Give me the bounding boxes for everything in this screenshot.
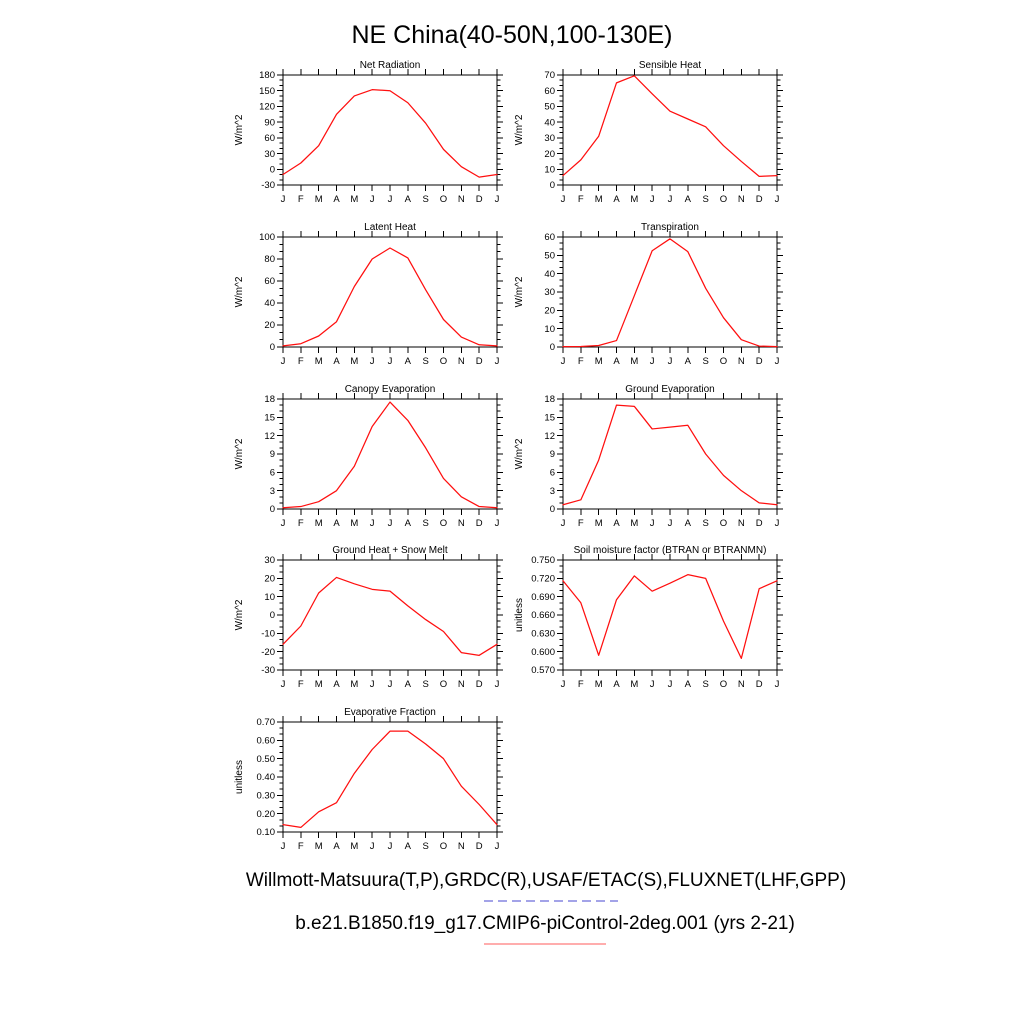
x-tick-label: J (280, 194, 286, 205)
x-tick-label: M (630, 517, 639, 529)
y-tick-label: 0 (269, 342, 275, 354)
x-tick-label: S (702, 679, 709, 690)
y-tick-label: 6 (549, 467, 555, 479)
x-tick-label: A (333, 841, 340, 852)
x-tick-label: J (560, 517, 566, 529)
y-tick-label: 0.40 (256, 772, 275, 784)
x-tick-label: M (350, 679, 359, 690)
x-tick-label: M (314, 679, 323, 690)
x-tick-label: J (280, 841, 286, 852)
y-tick-label: -20 (261, 646, 275, 658)
x-tick-label: S (702, 517, 709, 529)
x-tick-label: D (755, 356, 763, 367)
y-tick-label: 10 (544, 323, 555, 335)
y-tick-label: 60 (544, 232, 555, 244)
x-tick-label: J (667, 517, 673, 529)
y-tick-label: 70 (544, 70, 555, 82)
y-tick-label: -30 (261, 665, 275, 677)
y-tick-label: 12 (544, 430, 555, 442)
panel-soil-moisture-factor-btran-or-btranmn (510, 540, 790, 702)
x-tick-label: J (649, 194, 655, 205)
x-tick-label: A (684, 194, 692, 205)
y-axis-label: W/m^2 (514, 114, 525, 146)
x-tick-label: M (350, 356, 359, 367)
panel-title: Canopy Evaporation (344, 383, 436, 395)
x-tick-label: J (649, 356, 655, 367)
y-tick-label: 30 (264, 555, 275, 567)
x-tick-label: F (297, 841, 304, 852)
y-tick-label: 0 (269, 503, 275, 515)
x-tick-label: J (387, 194, 393, 205)
x-tick-label: A (333, 679, 340, 690)
panel-net-radiation (230, 55, 510, 217)
y-tick-label: 60 (264, 133, 275, 145)
x-tick-label: A (404, 194, 412, 205)
plot-frame (563, 560, 777, 670)
x-tick-label: O (439, 517, 448, 529)
x-tick-label: F (297, 517, 304, 529)
y-axis-label: W/m^2 (234, 276, 245, 308)
chart-line (283, 577, 497, 655)
y-tick-label: 20 (544, 148, 555, 160)
x-tick-label: M (594, 356, 603, 367)
x-tick-label: A (684, 679, 692, 690)
y-tick-label: 30 (544, 133, 555, 145)
x-tick-label: F (577, 356, 584, 367)
y-axis-label: unitless (514, 598, 525, 632)
y-tick-label: 0.60 (256, 735, 275, 747)
panel-canopy-evaporation (230, 379, 510, 541)
x-tick-label: S (422, 194, 429, 205)
x-tick-label: M (350, 194, 359, 205)
y-tick-label: 9 (269, 448, 275, 460)
y-tick-label: 0.20 (256, 808, 275, 820)
x-tick-label: J (387, 356, 393, 367)
x-tick-label: J (667, 679, 673, 690)
x-tick-label: A (684, 517, 692, 529)
panel-ground-heat-snow-melt (230, 540, 510, 702)
y-tick-label: 80 (264, 254, 275, 266)
x-tick-label: N (457, 194, 465, 205)
x-tick-label: J (560, 356, 566, 367)
x-tick-label: F (297, 194, 304, 205)
x-tick-label: A (404, 841, 412, 852)
y-axis-label: unitless (234, 760, 245, 794)
y-tick-label: 12 (264, 430, 275, 442)
y-tick-label: 0.720 (531, 573, 555, 585)
x-tick-label: F (577, 517, 584, 529)
y-tick-label: 10 (544, 164, 555, 176)
chart-line (563, 239, 777, 347)
x-tick-label: J (494, 356, 500, 367)
y-tick-label: 0 (549, 342, 555, 354)
x-tick-label: J (667, 194, 673, 205)
y-tick-label: 0 (269, 610, 275, 622)
y-tick-label: 60 (264, 276, 275, 288)
x-tick-label: N (457, 841, 465, 852)
y-tick-label: 0.10 (256, 827, 275, 839)
footer-observations-label: Willmott-Matsuura(T,P),GRDC(R),USAF/ETAC(S),FLUXNET(LHF,GPP) (245, 870, 847, 891)
x-tick-label: J (369, 356, 375, 367)
x-tick-label: O (719, 517, 728, 529)
x-tick-label: O (439, 194, 448, 205)
panel-title: Net Radiation (359, 60, 421, 71)
panel-evaporative-fraction (230, 702, 510, 864)
x-tick-label: S (422, 841, 429, 852)
x-tick-label: J (560, 194, 566, 205)
y-tick-label: 60 (544, 85, 555, 97)
x-tick-label: J (649, 517, 655, 529)
x-tick-label: J (280, 517, 286, 529)
x-tick-label: M (594, 517, 603, 529)
y-axis-label: W/m^2 (234, 438, 245, 469)
chart-line (283, 731, 497, 827)
y-tick-label: 0.570 (531, 665, 555, 677)
x-tick-label: A (613, 356, 620, 367)
y-tick-label: 120 (259, 101, 275, 113)
x-tick-label: M (314, 517, 323, 529)
x-tick-label: J (774, 679, 780, 690)
chart-line (283, 248, 497, 346)
x-tick-label: D (475, 679, 483, 690)
x-tick-label: A (333, 194, 340, 205)
x-tick-label: M (630, 679, 639, 690)
x-tick-label: J (494, 841, 500, 852)
panel-ground-evaporation (510, 379, 790, 541)
y-axis-label: W/m^2 (234, 599, 245, 631)
x-tick-label: A (333, 356, 340, 367)
y-tick-label: 9 (549, 448, 555, 460)
y-tick-label: 0.750 (531, 555, 555, 567)
x-tick-label: S (702, 356, 709, 367)
x-tick-label: A (613, 679, 620, 690)
y-tick-label: 20 (264, 573, 275, 585)
chart-line (563, 575, 777, 659)
page-title: NE China(40-50N,100-130E) (351, 21, 673, 49)
y-tick-label: 180 (259, 70, 275, 82)
y-tick-label: 0.690 (531, 591, 555, 603)
y-tick-label: 0 (549, 503, 555, 515)
y-tick-label: 15 (264, 412, 275, 424)
x-tick-label: J (494, 517, 500, 529)
x-tick-label: J (280, 679, 286, 690)
y-tick-label: 0.30 (256, 790, 275, 802)
x-tick-label: A (333, 517, 340, 529)
x-tick-label: S (422, 679, 429, 690)
x-tick-label: S (702, 194, 709, 205)
x-tick-label: A (613, 517, 620, 529)
x-tick-label: O (439, 679, 448, 690)
x-tick-label: J (560, 679, 566, 690)
x-tick-label: J (387, 517, 393, 529)
x-tick-label: O (719, 356, 728, 367)
y-tick-label: 30 (544, 287, 555, 299)
panel-sensible-heat (510, 55, 790, 217)
footer-case-label: b.e21.B1850.f19_g17.CMIP6-piControl-2deg.001 (yrs 2-21) (295, 913, 795, 934)
x-tick-label: M (594, 194, 603, 205)
y-tick-label: 0.660 (531, 610, 555, 622)
x-tick-label: F (577, 194, 584, 205)
plot-frame (563, 237, 777, 347)
x-tick-label: J (494, 194, 500, 205)
x-tick-label: J (649, 679, 655, 690)
x-tick-label: N (457, 356, 465, 367)
y-tick-label: 6 (269, 467, 275, 479)
x-tick-label: D (475, 517, 483, 529)
y-tick-label: -30 (261, 180, 275, 192)
panel-latent-heat (230, 217, 510, 379)
panel-title: Evaporative Fraction (344, 707, 436, 718)
x-tick-label: M (350, 841, 359, 852)
y-tick-label: -10 (261, 628, 275, 640)
x-tick-label: D (475, 841, 483, 852)
y-tick-label: 40 (544, 268, 555, 280)
x-tick-label: N (737, 679, 745, 690)
plot-frame (283, 237, 497, 347)
x-tick-label: D (475, 194, 483, 205)
x-tick-label: D (755, 679, 763, 690)
x-tick-label: M (630, 194, 639, 205)
panel-title: Ground Evaporation (625, 383, 715, 395)
x-tick-label: N (737, 194, 745, 205)
y-tick-label: 3 (549, 485, 555, 497)
x-tick-label: J (280, 356, 286, 367)
panel-title: Latent Heat (364, 222, 416, 233)
x-tick-label: J (774, 517, 780, 529)
x-tick-label: J (369, 517, 375, 529)
y-tick-label: 40 (544, 117, 555, 129)
legend-dashed-line (483, 897, 619, 905)
x-tick-label: J (387, 679, 393, 690)
chart-line (563, 405, 777, 505)
y-tick-label: 50 (544, 250, 555, 262)
y-tick-label: 0 (549, 180, 555, 192)
y-tick-label: 0.70 (256, 717, 275, 729)
y-tick-label: 30 (264, 148, 275, 160)
x-tick-label: J (494, 679, 500, 690)
panel-title: Sensible Heat (638, 60, 702, 71)
x-tick-label: D (475, 356, 483, 367)
y-tick-label: 3 (269, 485, 275, 497)
y-axis-label: W/m^2 (234, 114, 245, 146)
x-tick-label: D (755, 517, 763, 529)
x-tick-label: A (404, 679, 412, 690)
x-tick-label: J (369, 841, 375, 852)
x-tick-label: A (404, 356, 412, 367)
x-tick-label: M (314, 841, 323, 852)
x-tick-label: J (667, 356, 673, 367)
x-tick-label: N (737, 517, 745, 529)
x-tick-label: O (719, 194, 728, 205)
x-tick-label: M (350, 517, 359, 529)
x-tick-label: O (719, 679, 728, 690)
legend-solid-line (483, 940, 607, 948)
y-tick-label: 150 (259, 85, 275, 97)
y-tick-label: 0.50 (256, 753, 275, 765)
x-tick-label: N (457, 679, 465, 690)
x-tick-label: N (737, 356, 745, 367)
chart-line (283, 402, 497, 508)
x-tick-label: S (422, 517, 429, 529)
panel-transpiration (510, 217, 790, 379)
x-tick-label: O (439, 841, 448, 852)
x-tick-label: J (369, 679, 375, 690)
x-tick-label: N (457, 517, 465, 529)
y-tick-label: 15 (544, 412, 555, 424)
panel-title: Transpiration (641, 222, 699, 233)
x-tick-label: J (369, 194, 375, 205)
y-tick-label: 20 (264, 320, 275, 332)
y-axis-label: W/m^2 (514, 276, 525, 308)
plot-frame (283, 399, 497, 509)
y-tick-label: 20 (544, 305, 555, 317)
plot-frame (563, 75, 777, 185)
y-tick-label: 100 (259, 232, 275, 244)
x-tick-label: F (577, 679, 584, 690)
chart-line (563, 76, 777, 177)
x-tick-label: A (684, 356, 692, 367)
y-tick-label: 90 (264, 117, 275, 129)
x-tick-label: J (774, 194, 780, 205)
x-tick-label: A (404, 517, 412, 529)
panel-title: Ground Heat + Snow Melt (332, 545, 448, 556)
y-tick-label: 40 (264, 298, 275, 310)
y-tick-label: 0.600 (531, 646, 555, 658)
x-tick-label: M (630, 356, 639, 367)
panel-title: Soil moisture factor (BTRAN or BTRANMN) (573, 545, 767, 556)
x-tick-label: M (594, 679, 603, 690)
y-tick-label: 18 (264, 393, 275, 405)
x-tick-label: A (613, 194, 620, 205)
y-tick-label: 18 (544, 393, 555, 405)
y-tick-label: 0.630 (531, 628, 555, 640)
x-tick-label: S (422, 356, 429, 367)
y-axis-label: W/m^2 (514, 438, 525, 469)
x-tick-label: M (314, 356, 323, 367)
y-tick-label: 50 (544, 101, 555, 113)
x-tick-label: D (755, 194, 763, 205)
chart-line (283, 90, 497, 177)
y-tick-label: 10 (264, 591, 275, 603)
x-tick-label: M (314, 194, 323, 205)
x-tick-label: J (774, 356, 780, 367)
y-tick-label: 0 (269, 164, 275, 176)
x-tick-label: O (439, 356, 448, 367)
x-tick-label: F (297, 356, 304, 367)
x-tick-label: F (297, 679, 304, 690)
x-tick-label: J (387, 841, 393, 852)
